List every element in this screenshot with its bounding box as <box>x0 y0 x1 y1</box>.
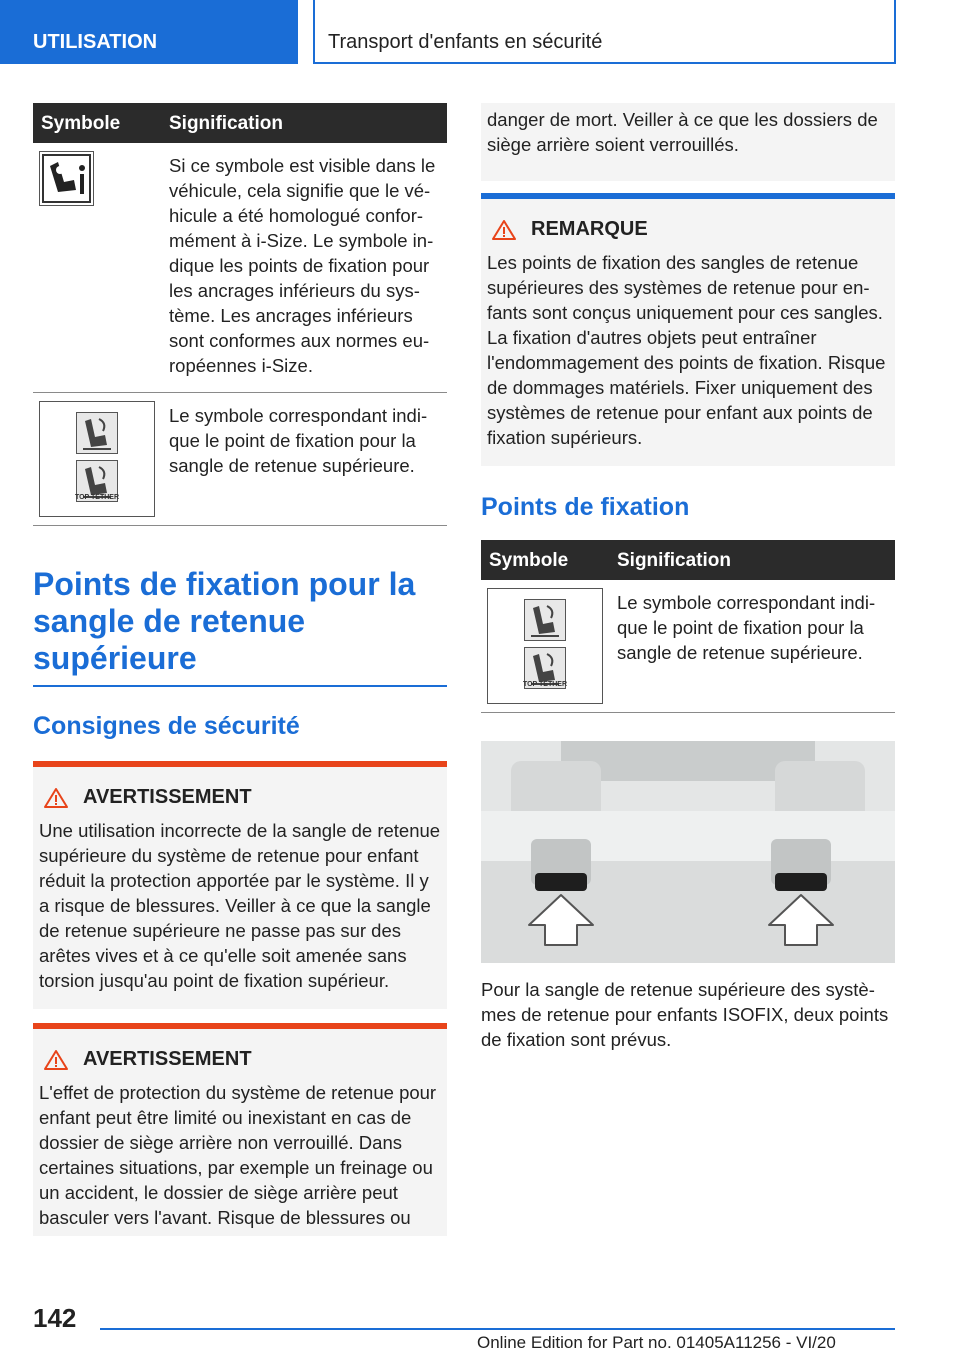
left-column <box>33 103 447 1236</box>
tether-seat-icon <box>76 412 118 454</box>
tether-icon-label: TOP TETHER <box>522 681 568 688</box>
header-topic-tab <box>313 0 896 64</box>
warning-box <box>33 761 447 1009</box>
warning-text: Une utilisation incorrecte de la sangle de retenue supérieure du système de retenue pour enfant réduit la protection apportée par le système. Il y a risque de blessures. Veiller à ce que la sangle de retenue supérieure ne passe pas sur des arêtes vives et à ce qu'elle soit amenée sans torsion jusqu'au point de fixation supérieur. <box>39 820 441 991</box>
col-header-meaning: Signification <box>609 540 895 580</box>
section-title: Points de fixation pour la sangle de retenue supérieure <box>33 566 447 687</box>
remark-text: Les points de fixation des sangles de retenue supérieures des systèmes de retenue pour enfants sont conçus uniquement pour ces sangles. La fixation d'autres objets peut entraîner l'endommagement des points de fixation. Risque de dommages matériels. Fixer uniquement des systèmes de retenue pour enfant aux points de fixation supérieurs. <box>487 252 886 448</box>
photo-caption: Pour la sangle de retenue supérieure des systèmes de retenue pour enfants ISOFIX, deux points de fixation sont prévus. <box>481 979 889 1050</box>
table-row <box>33 393 447 526</box>
warning-title: AVERTISSEMENT <box>83 1048 252 1070</box>
footer-divider <box>100 1328 895 1330</box>
warning-title: AVERTISSEMENT <box>83 786 252 808</box>
row-meaning-text: Le symbole correspondant indique le point de fixation pour la sangle de retenue supérieure. <box>161 393 447 526</box>
tether-icon-label: TOP TETHER <box>74 494 120 501</box>
tether-seat-icon <box>524 599 566 641</box>
table-header-row <box>33 103 447 143</box>
footer-edition: Online Edition for Part no. 01405A11256 - VI/20 <box>477 1333 836 1352</box>
warning-text: L'effet de protection du système de retenue pour enfant peut être limité ou inexistant en cas de dossier de siège arrière non verrouillé. Dans certaines situations, par exemple un freinage ou un accident, le dossier de siège arrière peut basculer vers l'avant. Risque de blessures ou <box>39 1082 437 1228</box>
table-row <box>481 580 895 713</box>
remark-title: REMARQUE <box>531 218 648 240</box>
top-tether-icon <box>487 588 603 704</box>
symbol-table-left <box>33 103 447 526</box>
symbol-table-right <box>481 540 895 713</box>
right-column <box>481 103 895 1052</box>
col-header-meaning: Signification <box>161 103 447 143</box>
col-header-symbol: Symbole <box>481 540 609 580</box>
header-section-label: UTILISATION <box>33 31 158 53</box>
header-section-tab <box>0 0 298 64</box>
remark-box <box>481 193 895 466</box>
header-topic-label: Transport d'enfants en sécurité <box>328 31 603 53</box>
top-tether-icon <box>39 401 155 517</box>
col-header-symbol: Symbole <box>33 103 161 143</box>
page-number: 142 <box>33 1303 77 1333</box>
rear-seat-photo <box>481 741 895 963</box>
subsection-title: Consignes de sécurité <box>33 712 300 740</box>
row-meaning-text: Si ce symbole est visible dans le véhicule, cela signifie que le véhicule a été homologué conformément à i-Size. Le symbole indique les points de fixation pour les ancrages inférieurs du système. Les ancrages inférieurs sont conformes aux normes européennes i-Size. <box>161 143 447 393</box>
row-meaning-text: Le symbole correspondant indique le point de fixation pour la sangle de retenue supérieure. <box>609 580 895 713</box>
isize-child-seat-icon <box>39 151 94 206</box>
warning-triangle-icon <box>43 787 69 809</box>
table-row <box>33 143 447 393</box>
warning-triangle-icon <box>43 1049 69 1071</box>
warning-box <box>33 1023 447 1236</box>
table-header-row <box>481 540 895 580</box>
warning-triangle-icon <box>491 219 517 241</box>
warning-continued-text: danger de mort. Veiller à ce que les dossiers de siège arrière soient verrouillés. <box>487 109 878 155</box>
warning-continued <box>481 103 895 181</box>
fixation-title: Points de fixation <box>481 493 690 521</box>
